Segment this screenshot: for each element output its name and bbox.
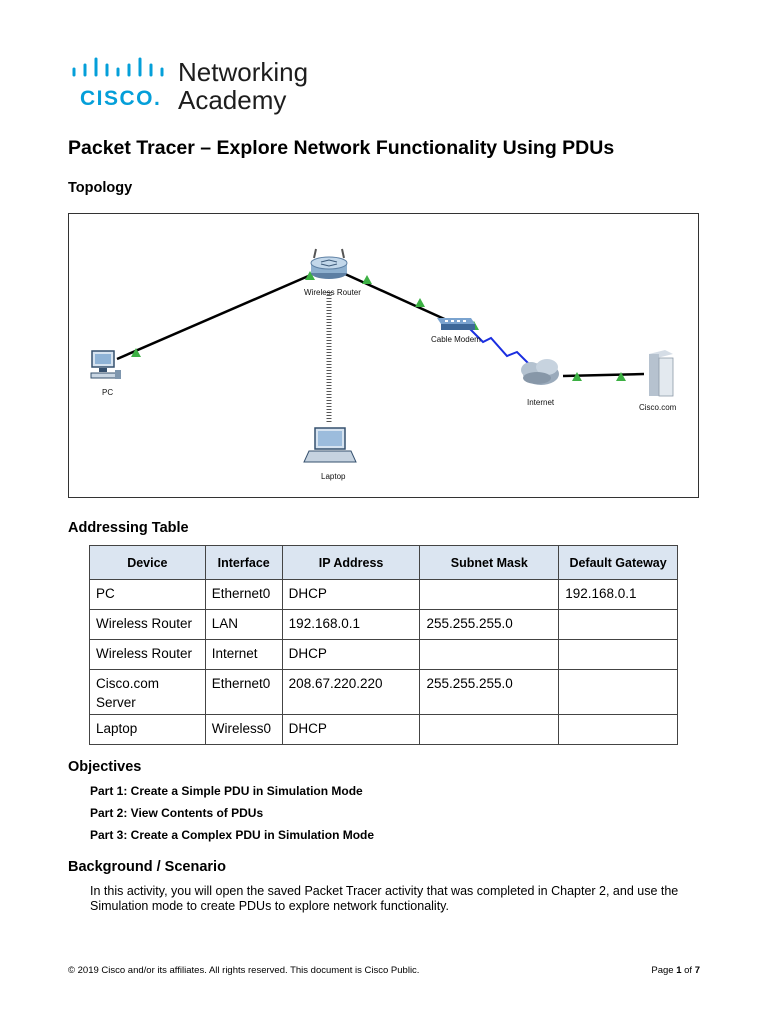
link-pc-router xyxy=(117,274,313,359)
table-header-row xyxy=(90,546,678,580)
page-current: 1 xyxy=(676,965,682,976)
device-label-laptop: Laptop xyxy=(321,472,346,481)
wireless-router-icon xyxy=(311,249,347,279)
table-cell: Cisco.com Server xyxy=(90,670,206,715)
cisco-server-icon xyxy=(649,350,673,396)
objective-item: Part 3: Create a Complex PDU in Simulation Mode xyxy=(90,828,375,842)
cisco-bars-icon xyxy=(70,57,170,85)
link-router-modem xyxy=(345,274,451,322)
objective-item: Part 1: Create a Simple PDU in Simulation Mode xyxy=(90,784,363,798)
table-cell: Wireless Router xyxy=(90,640,206,670)
table-cell: LAN xyxy=(205,610,282,640)
addressing-table-heading: Addressing Table xyxy=(68,520,189,536)
document-title: Packet Tracer – Explore Network Functionality Using PDUs xyxy=(68,137,615,159)
table-cell: Ethernet0 xyxy=(205,670,282,715)
table-cell: DHCP xyxy=(282,715,420,745)
table-cell: 192.168.0.1 xyxy=(282,610,420,640)
table-cell: Wireless Router xyxy=(90,610,206,640)
column-header: Default Gateway xyxy=(559,546,678,580)
table-cell: Wireless0 xyxy=(205,715,282,745)
cisco-wordmark: CISCO. xyxy=(80,87,162,110)
table-cell: DHCP xyxy=(282,640,420,670)
table-cell xyxy=(559,670,678,715)
laptop-icon xyxy=(304,428,356,462)
device-label-pc: PC xyxy=(102,388,114,397)
addressing-table xyxy=(89,545,678,745)
internet-cloud-icon xyxy=(521,359,559,385)
table-cell xyxy=(559,715,678,745)
background-scenario-heading: Background / Scenario xyxy=(68,859,226,875)
objectives-heading: Objectives xyxy=(68,759,142,775)
background-paragraph: In this activity, you will open the saved Packet Tracer activity that was completed in Chapter 2, and use the Simulation mode to create PDUs to explore network functionality. xyxy=(90,884,679,913)
link-modem-internet-serial xyxy=(467,326,531,366)
device-label-router: Wireless Router xyxy=(304,288,361,297)
table-cell: 208.67.220.220 xyxy=(282,670,420,715)
device-label-internet: Internet xyxy=(527,398,555,407)
topology-canvas xyxy=(69,214,698,497)
table-cell: PC xyxy=(90,580,206,610)
table-row xyxy=(90,670,678,715)
column-header: Interface xyxy=(205,546,282,580)
table-row xyxy=(90,580,678,610)
table-cell: Laptop xyxy=(90,715,206,745)
table-row xyxy=(90,640,678,670)
table-cell: Ethernet0 xyxy=(205,580,282,610)
objective-item: Part 2: View Contents of PDUs xyxy=(90,806,264,820)
page-word: Page xyxy=(651,965,674,976)
table-cell xyxy=(420,715,559,745)
table-cell xyxy=(420,580,559,610)
table-cell xyxy=(559,610,678,640)
table-cell: 255.255.255.0 xyxy=(420,670,559,715)
device-label-modem: Cable Modem xyxy=(431,335,481,344)
page-of: of xyxy=(684,965,693,976)
device-label-server: Cisco.com xyxy=(639,403,677,412)
column-header: Device xyxy=(90,546,206,580)
topology-heading: Topology xyxy=(68,180,133,196)
table-cell xyxy=(420,640,559,670)
topology-diagram xyxy=(68,213,699,498)
footer-copyright: © 2019 Cisco and/or its affiliates. All rights reserved. This document is Cisco Public. xyxy=(68,965,420,976)
table-cell: 192.168.0.1 xyxy=(559,580,678,610)
cable-modem-icon xyxy=(437,318,475,330)
table-cell: Internet xyxy=(205,640,282,670)
table-row xyxy=(90,715,678,745)
logo-networking-text: Networking xyxy=(178,57,309,87)
column-header: IP Address xyxy=(282,546,420,580)
footer-page-number xyxy=(651,965,700,976)
logo-academy-text: Academy xyxy=(178,85,287,115)
page-total: 7 xyxy=(694,965,700,976)
column-header: Subnet Mask xyxy=(420,546,559,580)
table-cell xyxy=(559,640,678,670)
table-row xyxy=(90,610,678,640)
table-cell: 255.255.255.0 xyxy=(420,610,559,640)
cisco-networking-academy-logo xyxy=(70,57,330,117)
pc-icon xyxy=(91,351,121,379)
table-cell: DHCP xyxy=(282,580,420,610)
